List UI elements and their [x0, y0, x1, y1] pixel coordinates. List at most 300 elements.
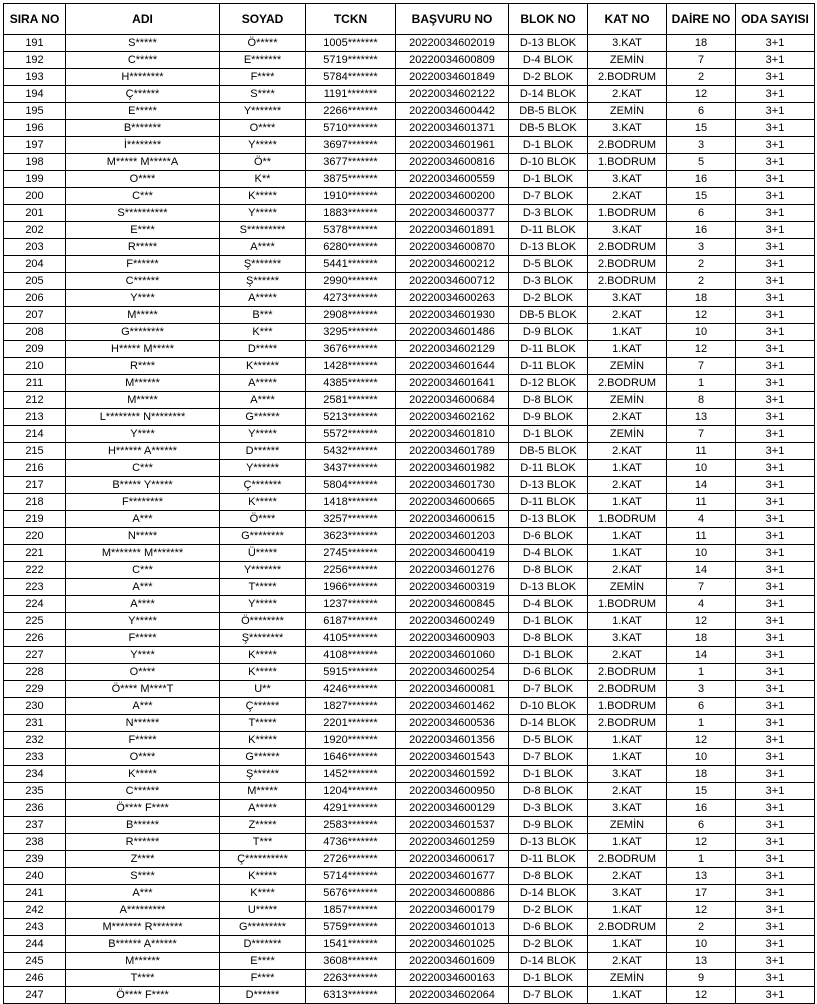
adi-cell: C****** — [66, 273, 220, 290]
soyad-cell: E**** — [220, 953, 306, 970]
kat-no-cell: 1.BODRUM — [588, 596, 667, 613]
adi-cell: A*** — [66, 698, 220, 715]
tckn-cell: 2990******* — [306, 273, 396, 290]
soyad-cell: D******* — [220, 936, 306, 953]
daire-no-cell: 2 — [667, 273, 736, 290]
sira-no-cell: 231 — [4, 715, 66, 732]
oda-sayisi-cell: 3+1 — [736, 528, 815, 545]
table-row — [4, 885, 815, 902]
soyad-cell: A**** — [220, 239, 306, 256]
oda-sayisi-cell: 3+1 — [736, 171, 815, 188]
kat-no-cell: 1.KAT — [588, 987, 667, 1004]
tckn-cell: 2745******* — [306, 545, 396, 562]
daire-no-cell: 14 — [667, 647, 736, 664]
oda-sayisi-cell: 3+1 — [736, 86, 815, 103]
daire-no-cell: 6 — [667, 817, 736, 834]
sira-no-cell: 192 — [4, 52, 66, 69]
basvuru-no-cell: 20220034600559 — [396, 171, 509, 188]
tckn-cell: 5710******* — [306, 120, 396, 137]
table-row — [4, 273, 815, 290]
basvuru-no-cell: 20220034600816 — [396, 154, 509, 171]
sira-no-cell: 220 — [4, 528, 66, 545]
oda-sayisi-cell: 3+1 — [736, 851, 815, 868]
soyad-cell: Ç******* — [220, 477, 306, 494]
blok-no-cell: D-3 BLOK — [509, 273, 588, 290]
blok-no-cell: D-2 BLOK — [509, 69, 588, 86]
oda-sayisi-cell: 3+1 — [736, 35, 815, 52]
kat-no-cell: ZEMİN — [588, 579, 667, 596]
tckn-cell: 3676******* — [306, 341, 396, 358]
basvuru-no-cell: 20220034601641 — [396, 375, 509, 392]
tckn-cell: 1920******* — [306, 732, 396, 749]
table-row — [4, 851, 815, 868]
blok-no-cell: DB-5 BLOK — [509, 307, 588, 324]
table-body — [4, 35, 815, 1004]
oda-sayisi-cell: 3+1 — [736, 987, 815, 1004]
blok-no-cell: D-11 BLOK — [509, 494, 588, 511]
oda-sayisi-cell: 3+1 — [736, 766, 815, 783]
table-row — [4, 307, 815, 324]
sira-no-cell: 226 — [4, 630, 66, 647]
adi-cell: S********** — [66, 205, 220, 222]
daire-no-cell: 12 — [667, 86, 736, 103]
soyad-cell: A***** — [220, 800, 306, 817]
blok-no-cell: D-2 BLOK — [509, 936, 588, 953]
blok-no-cell: D-8 BLOK — [509, 868, 588, 885]
sira-no-cell: 191 — [4, 35, 66, 52]
kat-no-cell: 3.KAT — [588, 222, 667, 239]
adi-cell: E***** — [66, 103, 220, 120]
tckn-cell: 4105******* — [306, 630, 396, 647]
sira-no-cell: 203 — [4, 239, 66, 256]
table-row — [4, 664, 815, 681]
header-row — [4, 4, 815, 35]
tckn-cell: 4736******* — [306, 834, 396, 851]
adi-cell: T**** — [66, 970, 220, 987]
blok-no-cell: D-9 BLOK — [509, 324, 588, 341]
daire-no-cell: 11 — [667, 443, 736, 460]
tckn-cell: 4246******* — [306, 681, 396, 698]
tckn-cell: 1541******* — [306, 936, 396, 953]
tckn-cell: 3623******* — [306, 528, 396, 545]
table-row — [4, 290, 815, 307]
oda-sayisi-cell: 3+1 — [736, 290, 815, 307]
soyad-cell: Ü***** — [220, 545, 306, 562]
table-row — [4, 103, 815, 120]
oda-sayisi-cell: 3+1 — [736, 817, 815, 834]
soyad-cell: Ö******** — [220, 613, 306, 630]
daire-no-cell: 9 — [667, 970, 736, 987]
kat-no-cell: 2.BODRUM — [588, 137, 667, 154]
sira-no-cell: 234 — [4, 766, 66, 783]
tckn-cell: 1857******* — [306, 902, 396, 919]
blok-no-cell: D-6 BLOK — [509, 919, 588, 936]
basvuru-no-cell: 20220034600419 — [396, 545, 509, 562]
kat-no-cell: 1.KAT — [588, 834, 667, 851]
adi-cell: F***** — [66, 630, 220, 647]
adi-cell: B****** — [66, 817, 220, 834]
oda-sayisi-cell: 3+1 — [736, 69, 815, 86]
blok-no-cell: DB-5 BLOK — [509, 443, 588, 460]
soyad-cell: S********* — [220, 222, 306, 239]
tckn-cell: 5213******* — [306, 409, 396, 426]
oda-sayisi-cell: 3+1 — [736, 715, 815, 732]
oda-sayisi-cell: 3+1 — [736, 137, 815, 154]
table-row — [4, 902, 815, 919]
daire-no-cell: 11 — [667, 494, 736, 511]
sira-no-cell: 215 — [4, 443, 66, 460]
basvuru-no-cell: 20220034600615 — [396, 511, 509, 528]
oda-sayisi-cell: 3+1 — [736, 494, 815, 511]
table-row — [4, 613, 815, 630]
blok-no-cell: D-4 BLOK — [509, 545, 588, 562]
blok-no-cell: D-1 BLOK — [509, 613, 588, 630]
kat-no-cell: 1.BODRUM — [588, 205, 667, 222]
oda-sayisi-cell: 3+1 — [736, 613, 815, 630]
kat-no-cell: ZEMİN — [588, 970, 667, 987]
sira-no-cell: 201 — [4, 205, 66, 222]
blok-no-cell: D-4 BLOK — [509, 52, 588, 69]
soyad-cell: O**** — [220, 120, 306, 137]
blok-no-cell: D-3 BLOK — [509, 800, 588, 817]
soyad-cell: K**** — [220, 885, 306, 902]
oda-sayisi-cell: 3+1 — [736, 222, 815, 239]
kat-no-cell: 2.BODRUM — [588, 239, 667, 256]
sira-no-cell: 235 — [4, 783, 66, 800]
adi-cell: Y**** — [66, 647, 220, 664]
blok-no-cell: D-14 BLOK — [509, 953, 588, 970]
sira-no-cell: 216 — [4, 460, 66, 477]
daire-no-cell: 8 — [667, 392, 736, 409]
basvuru-no-cell: 20220034600617 — [396, 851, 509, 868]
tckn-cell: 1966******* — [306, 579, 396, 596]
table-row — [4, 732, 815, 749]
adi-cell: A*** — [66, 885, 220, 902]
oda-sayisi-cell: 3+1 — [736, 103, 815, 120]
soyad-cell: D****** — [220, 443, 306, 460]
sira-no-cell: 228 — [4, 664, 66, 681]
oda-sayisi-cell: 3+1 — [736, 562, 815, 579]
daire-no-cell: 12 — [667, 613, 736, 630]
soyad-cell: Ş****** — [220, 273, 306, 290]
table-row — [4, 426, 815, 443]
blok-no-cell: D-13 BLOK — [509, 477, 588, 494]
soyad-cell: G****** — [220, 749, 306, 766]
tckn-cell: 1883******* — [306, 205, 396, 222]
sira-no-cell: 214 — [4, 426, 66, 443]
kat-no-cell: 2.BODRUM — [588, 273, 667, 290]
kat-no-cell: 2.KAT — [588, 443, 667, 460]
table-row — [4, 52, 815, 69]
basvuru-no-cell: 20220034600081 — [396, 681, 509, 698]
adi-cell: S**** — [66, 868, 220, 885]
adi-cell: M******* R******* — [66, 919, 220, 936]
kat-no-cell: 2.KAT — [588, 188, 667, 205]
daire-no-cell: 12 — [667, 834, 736, 851]
adi-cell: R***** — [66, 239, 220, 256]
sira-no-cell: 200 — [4, 188, 66, 205]
tckn-cell: 2581******* — [306, 392, 396, 409]
sira-no-cell: 229 — [4, 681, 66, 698]
blok-no-cell: D-5 BLOK — [509, 732, 588, 749]
daire-no-cell: 15 — [667, 120, 736, 137]
sira-no-cell: 194 — [4, 86, 66, 103]
sira-no-cell: 210 — [4, 358, 66, 375]
daire-no-cell: 12 — [667, 732, 736, 749]
adi-cell: N****** — [66, 715, 220, 732]
tckn-cell: 4385******* — [306, 375, 396, 392]
daire-no-cell: 6 — [667, 698, 736, 715]
blok-no-cell: D-7 BLOK — [509, 987, 588, 1004]
table-row — [4, 868, 815, 885]
basvuru-no-cell: 20220034600903 — [396, 630, 509, 647]
basvuru-no-cell: 20220034600442 — [396, 103, 509, 120]
oda-sayisi-cell: 3+1 — [736, 732, 815, 749]
adi-cell: B******* — [66, 120, 220, 137]
oda-sayisi-cell: 3+1 — [736, 154, 815, 171]
oda-sayisi-cell: 3+1 — [736, 749, 815, 766]
tckn-cell: 1428******* — [306, 358, 396, 375]
table-row — [4, 579, 815, 596]
daire-no-cell: 1 — [667, 664, 736, 681]
soyad-cell: A***** — [220, 290, 306, 307]
oda-sayisi-cell: 3+1 — [736, 664, 815, 681]
kat-no-cell: ZEMİN — [588, 392, 667, 409]
basvuru-no-cell: 20220034602019 — [396, 35, 509, 52]
blok-no-cell: D-13 BLOK — [509, 834, 588, 851]
soyad-cell: G****** — [220, 409, 306, 426]
basvuru-no-cell: 20220034600319 — [396, 579, 509, 596]
sira-no-cell: 245 — [4, 953, 66, 970]
soyad-cell: K***** — [220, 647, 306, 664]
table-row — [4, 341, 815, 358]
oda-sayisi-cell: 3+1 — [736, 443, 815, 460]
daire-no-cell: 1 — [667, 715, 736, 732]
table-row — [4, 375, 815, 392]
basvuru-no-cell: 20220034602129 — [396, 341, 509, 358]
basvuru-no-cell: 20220034601609 — [396, 953, 509, 970]
adi-cell: L******** N******** — [66, 409, 220, 426]
tckn-cell: 5676******* — [306, 885, 396, 902]
soyad-cell: K***** — [220, 494, 306, 511]
kat-no-cell: ZEMİN — [588, 426, 667, 443]
oda-sayisi-cell: 3+1 — [736, 273, 815, 290]
soyad-cell: S**** — [220, 86, 306, 103]
table-row — [4, 188, 815, 205]
soyad-cell: K***** — [220, 188, 306, 205]
kat-no-cell: ZEMİN — [588, 817, 667, 834]
adi-cell: E**** — [66, 222, 220, 239]
kat-no-cell: 3.KAT — [588, 800, 667, 817]
oda-sayisi-cell: 3+1 — [736, 511, 815, 528]
tckn-cell: 2583******* — [306, 817, 396, 834]
table-row — [4, 409, 815, 426]
sira-no-cell: 221 — [4, 545, 66, 562]
sira-no-cell: 230 — [4, 698, 66, 715]
basvuru-no-cell: 20220034600254 — [396, 664, 509, 681]
sira-no-cell: 204 — [4, 256, 66, 273]
blok-no-cell: D-11 BLOK — [509, 460, 588, 477]
blok-no-cell: D-11 BLOK — [509, 358, 588, 375]
soyad-cell: Ş******** — [220, 630, 306, 647]
table-row — [4, 528, 815, 545]
oda-sayisi-cell: 3+1 — [736, 307, 815, 324]
table-row — [4, 681, 815, 698]
sira-no-cell: 218 — [4, 494, 66, 511]
kat-no-cell: 3.KAT — [588, 766, 667, 783]
table-row — [4, 511, 815, 528]
blok-no-cell: D-9 BLOK — [509, 817, 588, 834]
blok-no-cell: D-7 BLOK — [509, 681, 588, 698]
daire-no-cell: 14 — [667, 477, 736, 494]
adi-cell: R**** — [66, 358, 220, 375]
table-row — [4, 749, 815, 766]
table-row — [4, 817, 815, 834]
adi-cell: O**** — [66, 749, 220, 766]
adi-cell: H******** — [66, 69, 220, 86]
daire-no-cell: 15 — [667, 188, 736, 205]
adi-cell: F****** — [66, 256, 220, 273]
tckn-cell: 2201******* — [306, 715, 396, 732]
tckn-cell: 2908******* — [306, 307, 396, 324]
daire-no-cell: 3 — [667, 137, 736, 154]
adi-cell: M***** — [66, 307, 220, 324]
basvuru-no-cell: 20220034601543 — [396, 749, 509, 766]
blok-no-cell: D-8 BLOK — [509, 630, 588, 647]
blok-no-cell: D-1 BLOK — [509, 647, 588, 664]
sira-no-cell: 232 — [4, 732, 66, 749]
blok-no-cell: D-1 BLOK — [509, 137, 588, 154]
sira-no-cell: 222 — [4, 562, 66, 579]
kat-no-cell: 3.KAT — [588, 885, 667, 902]
adi-cell: Ç****** — [66, 86, 220, 103]
daire-no-cell: 10 — [667, 324, 736, 341]
tckn-cell: 5714******* — [306, 868, 396, 885]
daire-no-cell: 18 — [667, 766, 736, 783]
basvuru-no-cell: 20220034600870 — [396, 239, 509, 256]
sira-no-cell: 237 — [4, 817, 66, 834]
soyad-cell: Y****** — [220, 460, 306, 477]
basvuru-no-cell: 20220034601259 — [396, 834, 509, 851]
oda-sayisi-cell: 3+1 — [736, 324, 815, 341]
adi-cell: M****** — [66, 953, 220, 970]
soyad-cell: E******* — [220, 52, 306, 69]
soyad-cell: D***** — [220, 341, 306, 358]
tckn-cell: 5432******* — [306, 443, 396, 460]
tckn-cell: 1646******* — [306, 749, 396, 766]
daire-no-cell: 2 — [667, 919, 736, 936]
daire-no-cell: 6 — [667, 103, 736, 120]
oda-sayisi-cell: 3+1 — [736, 647, 815, 664]
oda-sayisi-cell: 3+1 — [736, 256, 815, 273]
blok-no-cell: D-10 BLOK — [509, 698, 588, 715]
sira-no-cell: 241 — [4, 885, 66, 902]
table-row — [4, 987, 815, 1004]
tckn-cell: 5441******* — [306, 256, 396, 273]
daire-no-cell: 16 — [667, 171, 736, 188]
sira-no-cell: 225 — [4, 613, 66, 630]
kat-no-cell: ZEMİN — [588, 103, 667, 120]
soyad-cell: K*** — [220, 324, 306, 341]
kat-no-cell: 2.KAT — [588, 307, 667, 324]
soyad-cell: D****** — [220, 987, 306, 1004]
soyad-cell: T***** — [220, 579, 306, 596]
adi-cell: C*** — [66, 188, 220, 205]
oda-sayisi-cell: 3+1 — [736, 885, 815, 902]
soyad-cell: K****** — [220, 358, 306, 375]
daire-no-cell: 2 — [667, 69, 736, 86]
sira-no-cell: 239 — [4, 851, 66, 868]
sira-no-cell: 246 — [4, 970, 66, 987]
kat-no-cell: 2.KAT — [588, 409, 667, 426]
adi-cell: A*** — [66, 511, 220, 528]
oda-sayisi-cell: 3+1 — [736, 936, 815, 953]
soyad-cell: K** — [220, 171, 306, 188]
oda-sayisi-cell: 3+1 — [736, 545, 815, 562]
blok-no-cell: D-13 BLOK — [509, 579, 588, 596]
kat-no-cell: 2.BODRUM — [588, 69, 667, 86]
table-row — [4, 783, 815, 800]
table-row — [4, 970, 815, 987]
col-header-soyad: SOYAD — [220, 4, 306, 35]
blok-no-cell: D-2 BLOK — [509, 290, 588, 307]
blok-no-cell: D-6 BLOK — [509, 528, 588, 545]
blok-no-cell: D-14 BLOK — [509, 86, 588, 103]
oda-sayisi-cell: 3+1 — [736, 120, 815, 137]
adi-cell: C*** — [66, 562, 220, 579]
kat-no-cell: 1.KAT — [588, 545, 667, 562]
oda-sayisi-cell: 3+1 — [736, 188, 815, 205]
adi-cell: A*** — [66, 579, 220, 596]
tckn-cell: 5915******* — [306, 664, 396, 681]
kat-no-cell: 2.BODRUM — [588, 851, 667, 868]
tckn-cell: 1237******* — [306, 596, 396, 613]
sira-no-cell: 198 — [4, 154, 66, 171]
basvuru-no-cell: 20220034601025 — [396, 936, 509, 953]
oda-sayisi-cell: 3+1 — [736, 902, 815, 919]
table-row — [4, 545, 815, 562]
basvuru-no-cell: 20220034600712 — [396, 273, 509, 290]
soyad-cell: F**** — [220, 970, 306, 987]
kat-no-cell: 1.KAT — [588, 460, 667, 477]
kat-no-cell: 3.KAT — [588, 630, 667, 647]
table-row — [4, 800, 815, 817]
tckn-cell: 2263******* — [306, 970, 396, 987]
tckn-cell: 4108******* — [306, 647, 396, 664]
tckn-cell: 3677******* — [306, 154, 396, 171]
sira-no-cell: 197 — [4, 137, 66, 154]
tckn-cell: 3295******* — [306, 324, 396, 341]
adi-cell: F******** — [66, 494, 220, 511]
sira-no-cell: 247 — [4, 987, 66, 1004]
daire-no-cell: 2 — [667, 256, 736, 273]
adi-cell: B***** Y***** — [66, 477, 220, 494]
kat-no-cell: 2.BODRUM — [588, 715, 667, 732]
blok-no-cell: D-7 BLOK — [509, 188, 588, 205]
table-row — [4, 443, 815, 460]
blok-no-cell: D-11 BLOK — [509, 341, 588, 358]
kat-no-cell: 1.BODRUM — [588, 511, 667, 528]
sira-no-cell: 240 — [4, 868, 66, 885]
oda-sayisi-cell: 3+1 — [736, 630, 815, 647]
basvuru-no-cell: 20220034601677 — [396, 868, 509, 885]
oda-sayisi-cell: 3+1 — [736, 358, 815, 375]
adi-cell: C*** — [66, 460, 220, 477]
table-row — [4, 256, 815, 273]
soyad-cell: Z***** — [220, 817, 306, 834]
daire-no-cell: 12 — [667, 341, 736, 358]
table-row — [4, 715, 815, 732]
